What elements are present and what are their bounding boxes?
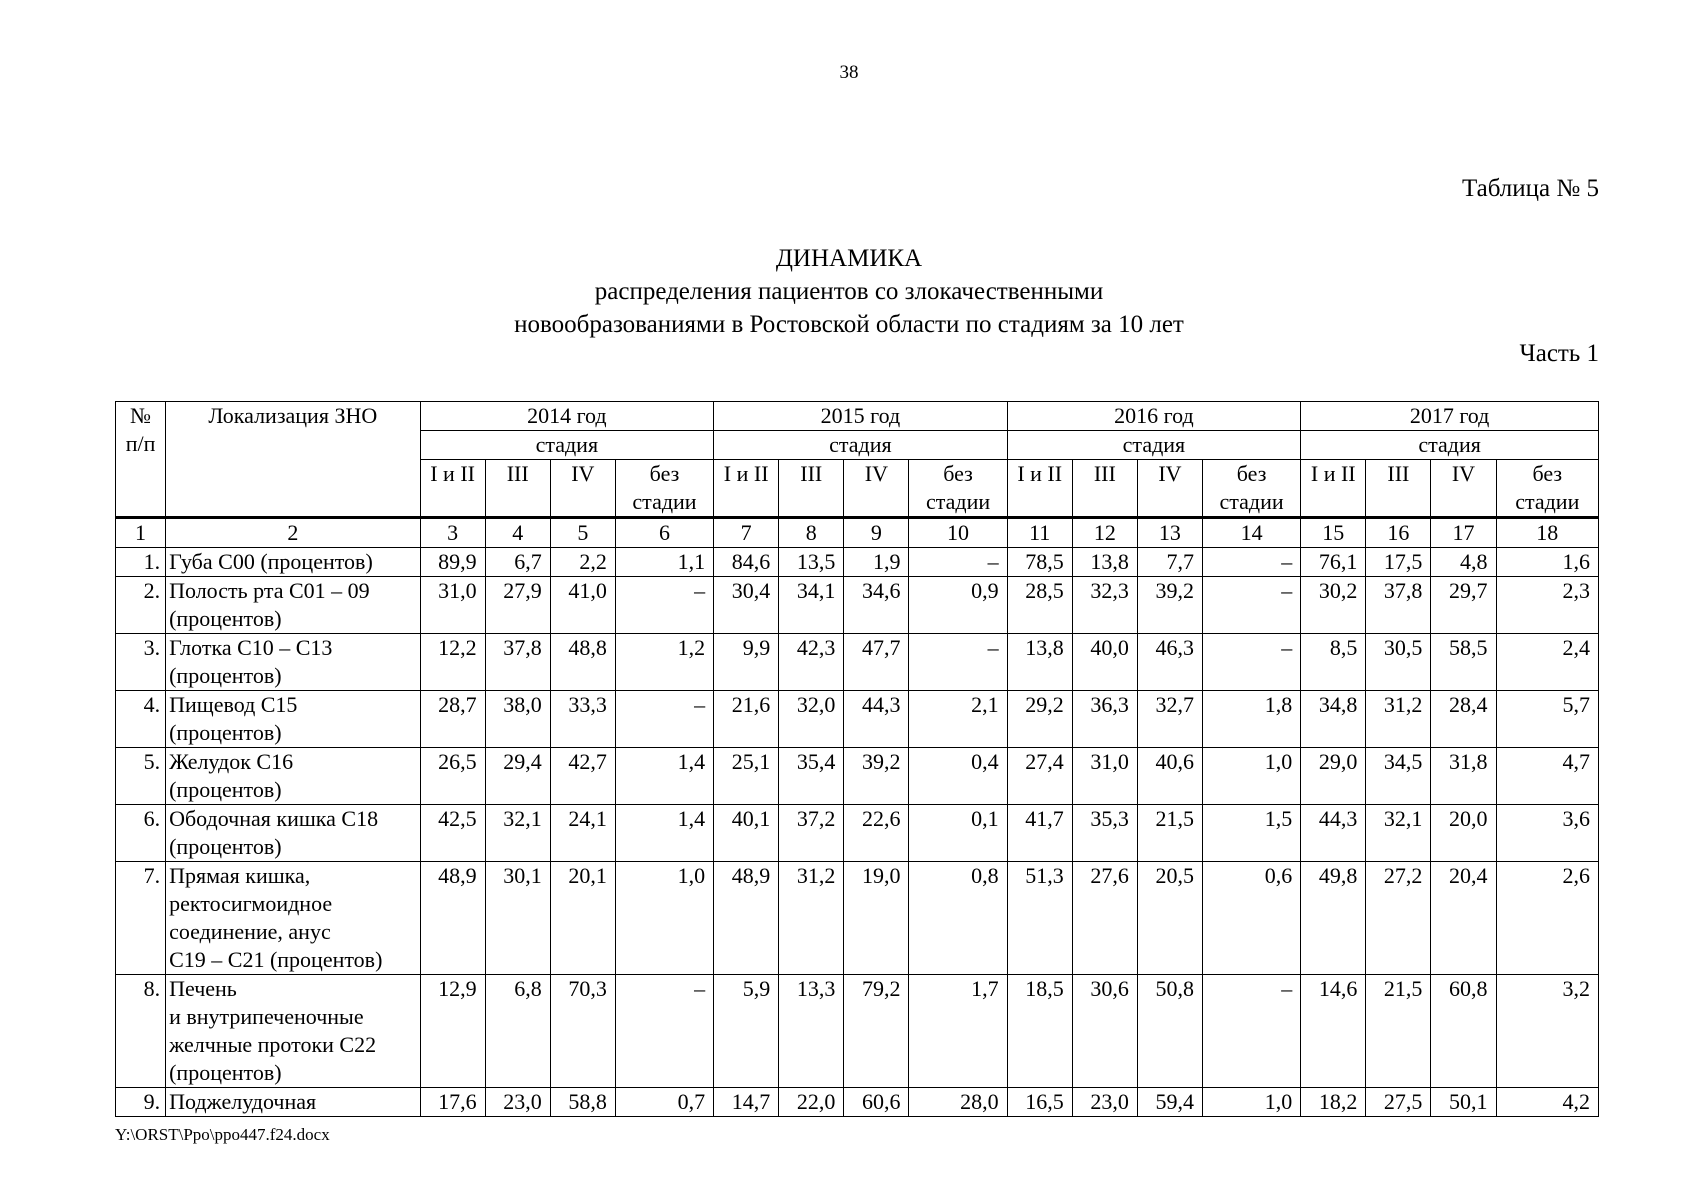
- table-cell: 30,1: [485, 862, 550, 975]
- table-cell: 6,7: [485, 548, 550, 577]
- table-cell: 27,2: [1366, 862, 1431, 975]
- table-row: [116, 1088, 1599, 1117]
- table-cell: 32,7: [1137, 691, 1202, 748]
- table-cell: 42,3: [779, 634, 844, 691]
- table-cell: 27,5: [1366, 1088, 1431, 1117]
- column-number: 13: [1137, 518, 1202, 548]
- row-location: Губа С00 (процентов): [166, 548, 420, 577]
- header-substage: III: [1072, 460, 1137, 518]
- column-number: 6: [615, 518, 713, 548]
- table-cell: 1,1: [615, 548, 713, 577]
- table-cell: 5,7: [1496, 691, 1598, 748]
- table-cell: –: [615, 577, 713, 634]
- table-cell: 1,9: [844, 548, 909, 577]
- table-cell: 2,3: [1496, 577, 1598, 634]
- column-number: 3: [420, 518, 485, 548]
- table-cell: 0,7: [615, 1088, 713, 1117]
- table-cell: 34,1: [779, 577, 844, 634]
- table-cell: –: [909, 634, 1007, 691]
- row-number: 7.: [116, 862, 166, 975]
- table-cell: 34,6: [844, 577, 909, 634]
- table-cell: 40,6: [1137, 748, 1202, 805]
- table-cell: 49,8: [1301, 862, 1366, 975]
- table-cell: 78,5: [1007, 548, 1072, 577]
- header-stage: стадия: [420, 431, 714, 460]
- title-line-1: ДИНАМИКА: [775, 245, 923, 272]
- table-cell: 24,1: [550, 805, 615, 862]
- table-cell: 18,2: [1301, 1088, 1366, 1117]
- page-number: 38: [839, 62, 859, 83]
- table-cell: 89,9: [420, 548, 485, 577]
- table-cell: 48,9: [714, 862, 779, 975]
- table-cell: 13,8: [1007, 634, 1072, 691]
- table-cell: 50,1: [1431, 1088, 1496, 1117]
- table-cell: 42,5: [420, 805, 485, 862]
- header-year: 2016 год: [1007, 402, 1301, 431]
- header-substage: без стадии: [1496, 460, 1598, 518]
- table-cell: 4,8: [1431, 548, 1496, 577]
- table-cell: 2,1: [909, 691, 1007, 748]
- table-cell: 28,0: [909, 1088, 1007, 1117]
- table-cell: 32,1: [1366, 805, 1431, 862]
- table-cell: 30,2: [1301, 577, 1366, 634]
- table-cell: 44,3: [1301, 805, 1366, 862]
- table-cell: 37,8: [1366, 577, 1431, 634]
- table-cell: 0,4: [909, 748, 1007, 805]
- header-stage: стадия: [1007, 431, 1301, 460]
- row-number: 1.: [116, 548, 166, 577]
- table-cell: 21,6: [714, 691, 779, 748]
- row-number: 3.: [116, 634, 166, 691]
- header-substage: без стадии: [1202, 460, 1300, 518]
- table-cell: 35,4: [779, 748, 844, 805]
- column-number: 15: [1301, 518, 1366, 548]
- table-cell: 58,5: [1431, 634, 1496, 691]
- table-cell: 2,2: [550, 548, 615, 577]
- table-cell: 29,0: [1301, 748, 1366, 805]
- table-cell: 12,2: [420, 634, 485, 691]
- footer-file-path: Y:\ORST\Ppo\ppo447.f24.docx: [115, 1125, 330, 1144]
- header-row-years: [116, 402, 1599, 431]
- column-number: 1: [116, 518, 166, 548]
- table-cell: 28,7: [420, 691, 485, 748]
- header-substage: IV: [1431, 460, 1496, 518]
- header-location: Локализация ЗНО: [166, 402, 420, 518]
- table-cell: 32,0: [779, 691, 844, 748]
- title-line-3: новообразованиями в Ростовской области по стадиям за 10 лет: [514, 311, 1184, 338]
- table-cell: 48,9: [420, 862, 485, 975]
- table-cell: 9,9: [714, 634, 779, 691]
- table-cell: 0,9: [909, 577, 1007, 634]
- table-cell: 6,8: [485, 975, 550, 1088]
- row-location: Пищевод С15 (процентов): [166, 691, 420, 748]
- data-table: [115, 401, 1599, 1117]
- table-cell: 79,2: [844, 975, 909, 1088]
- table-cell: 3,2: [1496, 975, 1598, 1088]
- table-cell: 37,2: [779, 805, 844, 862]
- table-cell: 31,0: [1072, 748, 1137, 805]
- header-substage: IV: [550, 460, 615, 518]
- row-number: 2.: [116, 577, 166, 634]
- header-year: 2015 год: [714, 402, 1008, 431]
- table-row: [116, 634, 1599, 691]
- row-location: Ободочная кишка С18 (процентов): [166, 805, 420, 862]
- table-cell: 27,6: [1072, 862, 1137, 975]
- column-number: 4: [485, 518, 550, 548]
- column-number: 14: [1202, 518, 1300, 548]
- table-cell: 31,0: [420, 577, 485, 634]
- column-number: 16: [1366, 518, 1431, 548]
- header-substage: I и II: [420, 460, 485, 518]
- table-cell: 21,5: [1137, 805, 1202, 862]
- row-location: Желудок С16 (процентов): [166, 748, 420, 805]
- table-cell: 5,9: [714, 975, 779, 1088]
- table-cell: 1,0: [615, 862, 713, 975]
- table-cell: 1,8: [1202, 691, 1300, 748]
- table-cell: 33,3: [550, 691, 615, 748]
- table-cell: 26,5: [420, 748, 485, 805]
- table-cell: 8,5: [1301, 634, 1366, 691]
- row-number: 8.: [116, 975, 166, 1088]
- table-cell: 4,7: [1496, 748, 1598, 805]
- header-substage: без стадии: [615, 460, 713, 518]
- row-location: Прямая кишка, ректосигмоидное соединение, анус С19 – С21 (процентов): [166, 862, 420, 975]
- table-row: [116, 805, 1599, 862]
- column-number: 9: [844, 518, 909, 548]
- header-substage: I и II: [1007, 460, 1072, 518]
- table-cell: 60,6: [844, 1088, 909, 1117]
- table-cell: 1,2: [615, 634, 713, 691]
- column-number: 7: [714, 518, 779, 548]
- part-label: Часть 1: [1519, 340, 1599, 367]
- table-cell: 13,8: [1072, 548, 1137, 577]
- row-number: 6.: [116, 805, 166, 862]
- table-cell: 59,4: [1137, 1088, 1202, 1117]
- table-cell: –: [1202, 548, 1300, 577]
- table-label: Таблица № 5: [1461, 175, 1599, 202]
- table-cell: 58,8: [550, 1088, 615, 1117]
- column-number: 5: [550, 518, 615, 548]
- table-cell: 34,8: [1301, 691, 1366, 748]
- table-cell: 47,7: [844, 634, 909, 691]
- table-row: [116, 748, 1599, 805]
- table-cell: –: [615, 691, 713, 748]
- table-cell: 32,1: [485, 805, 550, 862]
- table-cell: –: [909, 548, 1007, 577]
- table-cell: 19,0: [844, 862, 909, 975]
- table-cell: 30,5: [1366, 634, 1431, 691]
- table-cell: –: [1202, 634, 1300, 691]
- table-cell: 27,9: [485, 577, 550, 634]
- table-cell: 25,1: [714, 748, 779, 805]
- header-stage: стадия: [1301, 431, 1599, 460]
- table-cell: 29,2: [1007, 691, 1072, 748]
- table-cell: 20,1: [550, 862, 615, 975]
- row-location: Печень и внутрипеченочные желчные протоки С22 (процентов): [166, 975, 420, 1088]
- table-cell: 48,8: [550, 634, 615, 691]
- row-number: 5.: [116, 748, 166, 805]
- table-cell: 13,3: [779, 975, 844, 1088]
- table-cell: 76,1: [1301, 548, 1366, 577]
- table-cell: 23,0: [1072, 1088, 1137, 1117]
- table-cell: 2,4: [1496, 634, 1598, 691]
- header-no: № п/п: [116, 402, 166, 518]
- header-substage: IV: [844, 460, 909, 518]
- table-cell: 41,7: [1007, 805, 1072, 862]
- table-cell: 34,5: [1366, 748, 1431, 805]
- table-cell: 30,6: [1072, 975, 1137, 1088]
- column-number: 17: [1431, 518, 1496, 548]
- row-location: Полость рта С01 – 09 (процентов): [166, 577, 420, 634]
- header-substage: без стадии: [909, 460, 1007, 518]
- table-cell: 18,5: [1007, 975, 1072, 1088]
- table-cell: 50,8: [1137, 975, 1202, 1088]
- table-title: [0, 242, 1698, 341]
- column-number: 12: [1072, 518, 1137, 548]
- table-cell: 39,2: [844, 748, 909, 805]
- column-number: 18: [1496, 518, 1598, 548]
- header-substage: III: [1366, 460, 1431, 518]
- table-cell: 22,6: [844, 805, 909, 862]
- table-cell: 23,0: [485, 1088, 550, 1117]
- table-cell: 20,4: [1431, 862, 1496, 975]
- table-cell: 35,3: [1072, 805, 1137, 862]
- table-cell: –: [615, 975, 713, 1088]
- row-location: Глотка С10 – С13 (процентов): [166, 634, 420, 691]
- table-cell: 16,5: [1007, 1088, 1072, 1117]
- table-cell: 37,8: [485, 634, 550, 691]
- table-cell: 0,1: [909, 805, 1007, 862]
- table-cell: 1,7: [909, 975, 1007, 1088]
- table-cell: 30,4: [714, 577, 779, 634]
- table-cell: 29,4: [485, 748, 550, 805]
- table-cell: 12,9: [420, 975, 485, 1088]
- table-cell: 46,3: [1137, 634, 1202, 691]
- table-cell: 0,8: [909, 862, 1007, 975]
- table-cell: 17,6: [420, 1088, 485, 1117]
- table-cell: 7,7: [1137, 548, 1202, 577]
- table-cell: 27,4: [1007, 748, 1072, 805]
- header-substage: I и II: [1301, 460, 1366, 518]
- table-cell: 40,0: [1072, 634, 1137, 691]
- table-row: [116, 691, 1599, 748]
- table-cell: 51,3: [1007, 862, 1072, 975]
- table-cell: 1,0: [1202, 1088, 1300, 1117]
- table-cell: 84,6: [714, 548, 779, 577]
- header-substage: III: [779, 460, 844, 518]
- row-number: 9.: [116, 1088, 166, 1117]
- title-line-2: распределения пациентов со злокачественными: [594, 278, 1104, 305]
- table-cell: 29,7: [1431, 577, 1496, 634]
- table-cell: –: [1202, 975, 1300, 1088]
- table-cell: 31,2: [779, 862, 844, 975]
- table-cell: 14,7: [714, 1088, 779, 1117]
- table-cell: 41,0: [550, 577, 615, 634]
- header-year: 2014 год: [420, 402, 714, 431]
- row-location: Поджелудочная: [166, 1088, 420, 1117]
- table-row: [116, 548, 1599, 577]
- table-cell: 1,4: [615, 805, 713, 862]
- table-cell: 21,5: [1366, 975, 1431, 1088]
- table-row: [116, 577, 1599, 634]
- table-cell: 0,6: [1202, 862, 1300, 975]
- column-number: 11: [1007, 518, 1072, 548]
- table-cell: 1,4: [615, 748, 713, 805]
- table-cell: 28,5: [1007, 577, 1072, 634]
- table-cell: 42,7: [550, 748, 615, 805]
- header-substage: I и II: [714, 460, 779, 518]
- table-cell: 70,3: [550, 975, 615, 1088]
- header-substage: IV: [1137, 460, 1202, 518]
- header-substage: III: [485, 460, 550, 518]
- table-cell: 38,0: [485, 691, 550, 748]
- column-number: 10: [909, 518, 1007, 548]
- row-number: 4.: [116, 691, 166, 748]
- header-stage: стадия: [714, 431, 1008, 460]
- table-cell: 22,0: [779, 1088, 844, 1117]
- table-cell: 31,2: [1366, 691, 1431, 748]
- column-number: 8: [779, 518, 844, 548]
- table-row: [116, 862, 1599, 975]
- table-cell: 3,6: [1496, 805, 1598, 862]
- table-cell: 40,1: [714, 805, 779, 862]
- header-year: 2017 год: [1301, 402, 1599, 431]
- column-number: 2: [166, 518, 420, 548]
- table-cell: 1,5: [1202, 805, 1300, 862]
- table-cell: 20,5: [1137, 862, 1202, 975]
- table-cell: 60,8: [1431, 975, 1496, 1088]
- table-cell: 4,2: [1496, 1088, 1598, 1117]
- table-cell: 28,4: [1431, 691, 1496, 748]
- table-cell: 20,0: [1431, 805, 1496, 862]
- column-numbers-row: [116, 518, 1599, 548]
- table-cell: 31,8: [1431, 748, 1496, 805]
- table-cell: 44,3: [844, 691, 909, 748]
- table-row: [116, 975, 1599, 1088]
- table-cell: 1,6: [1496, 548, 1598, 577]
- table-cell: 13,5: [779, 548, 844, 577]
- table-cell: 36,3: [1072, 691, 1137, 748]
- table-cell: 2,6: [1496, 862, 1598, 975]
- table-cell: 1,0: [1202, 748, 1300, 805]
- table-cell: 32,3: [1072, 577, 1137, 634]
- table-cell: 17,5: [1366, 548, 1431, 577]
- table-cell: –: [1202, 577, 1300, 634]
- table-body: [116, 518, 1599, 1117]
- table-cell: 14,6: [1301, 975, 1366, 1088]
- table-cell: 39,2: [1137, 577, 1202, 634]
